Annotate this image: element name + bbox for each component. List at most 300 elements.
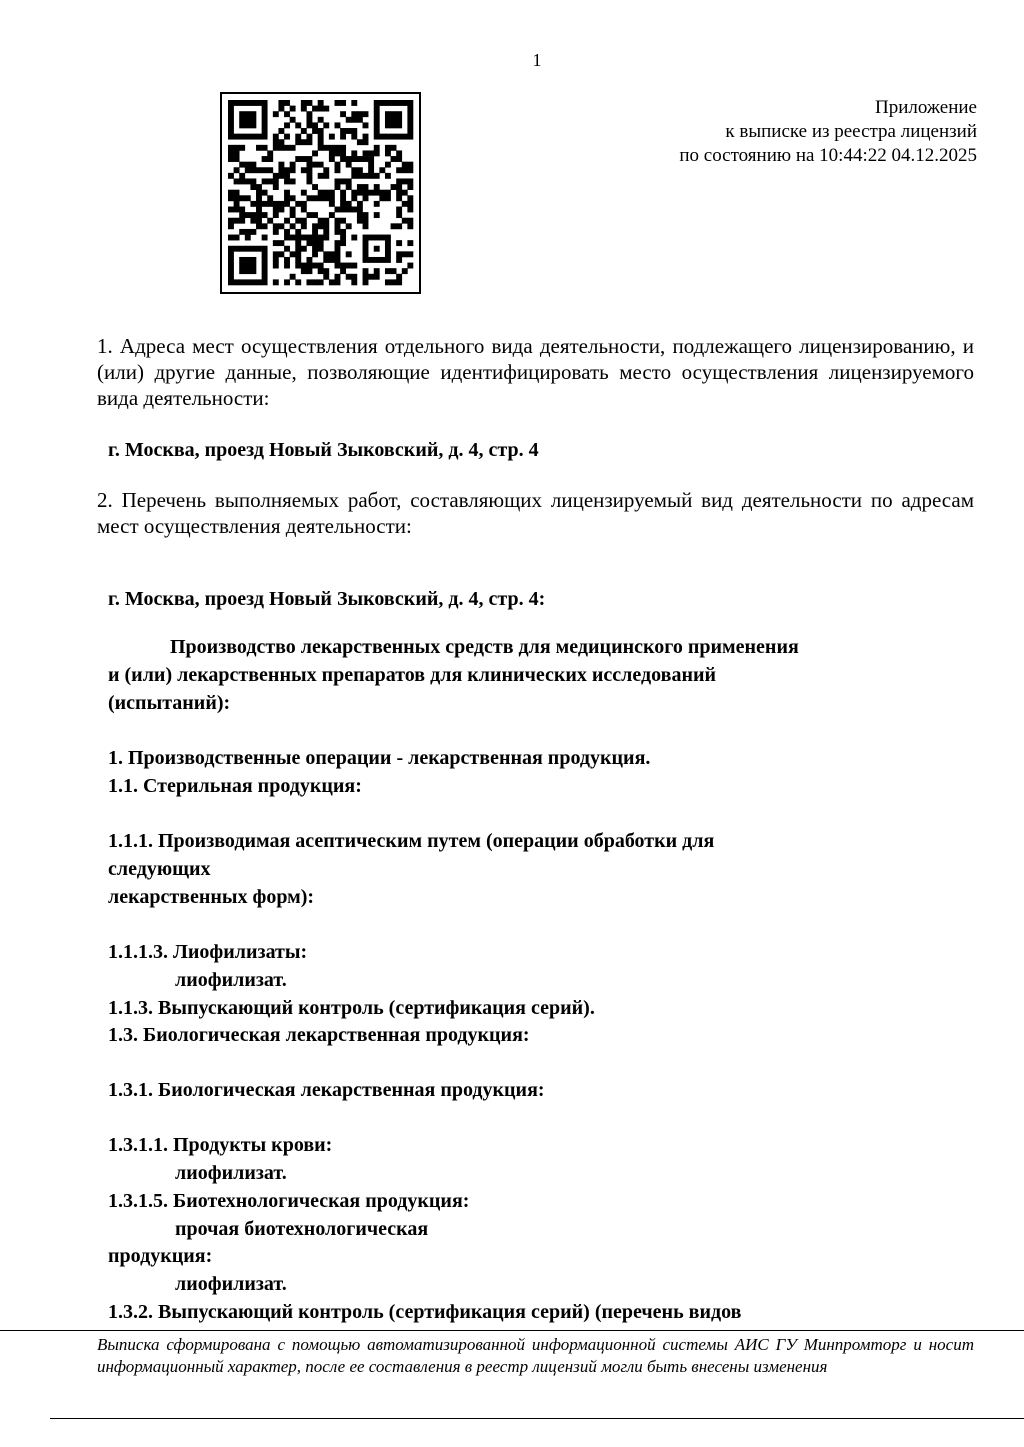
qr-module — [396, 274, 402, 280]
qr-module — [368, 257, 374, 263]
qr-module — [234, 195, 240, 201]
qr-module — [318, 173, 324, 179]
qr-module — [374, 184, 380, 190]
qr-module — [346, 156, 352, 162]
qr-module — [256, 246, 262, 252]
qr-module — [273, 145, 279, 151]
qr-module — [346, 162, 352, 168]
qr-module — [363, 190, 369, 196]
qr-module — [312, 195, 318, 201]
qr-module — [385, 268, 391, 274]
qr-module — [245, 235, 251, 241]
qr-module — [239, 100, 245, 106]
item-1-1-1-line2: следующих — [108, 858, 211, 880]
qr-module — [278, 139, 284, 145]
qr-module — [329, 150, 335, 156]
qr-module — [273, 184, 279, 190]
qr-module — [351, 111, 357, 117]
page-number: 1 — [532, 50, 542, 70]
qr-module — [318, 190, 324, 196]
qr-module — [351, 156, 357, 162]
qr-module — [335, 263, 341, 269]
qr-module — [396, 257, 402, 263]
qr-module — [239, 229, 245, 235]
section1-address: г. Москва, проезд Новый Зыковский, д. 4, стр. 4 — [108, 439, 539, 461]
qr-module — [318, 134, 324, 140]
qr-module — [306, 279, 312, 285]
qr-module — [318, 128, 324, 134]
qr-module — [385, 257, 391, 263]
qr-module — [402, 100, 408, 106]
qr-module — [374, 100, 380, 106]
qr-module — [340, 195, 346, 201]
qr-module — [351, 128, 357, 134]
qr-module — [407, 201, 413, 207]
qr-module — [374, 190, 380, 196]
qr-module — [391, 145, 397, 151]
qr-module — [346, 223, 352, 229]
qr-module — [228, 173, 234, 179]
qr-module — [306, 167, 312, 173]
qr-module — [407, 134, 413, 140]
qr-module — [374, 212, 380, 218]
qr-module — [250, 122, 256, 128]
item-1-1: 1.1. Стерильная продукция: — [108, 775, 362, 797]
qr-module — [290, 117, 296, 123]
qr-module — [278, 207, 284, 213]
qr-module — [306, 122, 312, 128]
qr-module — [245, 178, 251, 184]
qr-module — [346, 251, 352, 257]
qr-module — [340, 156, 346, 162]
qr-module — [228, 106, 234, 112]
item-1: 1. Производственные операции - лекарственная продукция. — [108, 747, 651, 769]
qr-module — [312, 240, 318, 246]
qr-module — [402, 251, 408, 257]
appendix-header — [679, 96, 977, 168]
qr-module — [234, 150, 240, 156]
qr-module — [239, 279, 245, 285]
qr-module — [228, 274, 234, 280]
qr-module — [351, 100, 357, 106]
qr-module — [284, 178, 290, 184]
qr-module — [301, 100, 307, 106]
qr-module — [329, 279, 335, 285]
qr-module — [391, 268, 397, 274]
qr-module — [278, 145, 284, 151]
qr-module — [374, 106, 380, 112]
qr-module — [262, 263, 268, 269]
item-1-3: 1.3. Биологическая лекарственная продукция: — [108, 1024, 530, 1046]
qr-module — [363, 111, 369, 117]
qr-module — [312, 106, 318, 112]
appendix-subtitle: к выписке из реестра лицензий — [725, 121, 977, 142]
qr-module — [262, 122, 268, 128]
qr-module — [363, 279, 369, 285]
qr-module — [407, 122, 413, 128]
qr-module — [245, 212, 251, 218]
qr-module — [245, 279, 251, 285]
qr-module — [306, 162, 312, 168]
qr-module — [228, 246, 234, 252]
qr-module — [245, 195, 251, 201]
qr-module — [256, 145, 262, 151]
qr-module — [228, 195, 234, 201]
qr-module — [234, 100, 240, 106]
qr-module — [245, 268, 251, 274]
qr-module — [340, 218, 346, 224]
qr-module — [323, 122, 329, 128]
qr-module — [323, 167, 329, 173]
qr-module — [407, 207, 413, 213]
qr-module — [301, 263, 307, 269]
qr-module — [396, 279, 402, 285]
qr-module — [273, 212, 279, 218]
qr-module — [239, 195, 245, 201]
qr-module — [312, 184, 318, 190]
qr-module — [391, 223, 397, 229]
qr-module — [290, 274, 296, 280]
qr-module — [250, 201, 256, 207]
qr-module — [256, 184, 262, 190]
qr-module — [346, 184, 352, 190]
qr-module — [335, 218, 341, 224]
qr-module — [335, 257, 341, 263]
qr-module — [245, 122, 251, 128]
qr-module — [284, 229, 290, 235]
qr-module — [278, 162, 284, 168]
qr-module — [329, 257, 335, 263]
qr-module — [351, 167, 357, 173]
qr-module — [368, 156, 374, 162]
activity-title-line1: Производство лекарственных средств для медицинского применения — [170, 636, 799, 658]
qr-module — [385, 122, 391, 128]
qr-module — [335, 162, 341, 168]
item-1-1-1-3-form: лиофилизат. — [175, 969, 287, 991]
qr-module — [284, 235, 290, 241]
qr-module — [273, 263, 279, 269]
section2-text: 2. Перечень выполняемых работ, составляющих лицензируемый вид деятельности по адресам мест осуществления деятельности: — [97, 488, 974, 538]
qr-module — [234, 207, 240, 213]
qr-module — [335, 240, 341, 246]
qr-module — [318, 246, 324, 252]
item-1-3-2: 1.3.2. Выпускающий контроль (сертификация серий) (перечень видов — [108, 1301, 742, 1323]
qr-module — [284, 195, 290, 201]
qr-module — [262, 167, 268, 173]
qr-module — [391, 184, 397, 190]
qr-module — [379, 195, 385, 201]
qr-module — [306, 212, 312, 218]
qr-module — [379, 167, 385, 173]
qr-module — [273, 139, 279, 145]
qr-module — [234, 201, 240, 207]
qr-module — [407, 184, 413, 190]
qr-module — [290, 195, 296, 201]
qr-module — [301, 106, 307, 112]
qr-module — [351, 207, 357, 213]
qr-module — [374, 268, 380, 274]
activity-title-line2: и (или) лекарственных препаратов для клинических исследований — [108, 664, 717, 686]
qr-module — [374, 257, 380, 263]
qr-module — [396, 134, 402, 140]
qr-module — [385, 173, 391, 179]
qr-module — [245, 246, 251, 252]
qr-module — [250, 178, 256, 184]
qr-module — [340, 235, 346, 241]
qr-module — [374, 111, 380, 117]
qr-module — [329, 156, 335, 162]
qr-module — [312, 246, 318, 252]
qr-module — [323, 218, 329, 224]
qr-module — [306, 100, 312, 106]
qr-module — [312, 128, 318, 134]
qr-module — [340, 150, 346, 156]
item-1-3-1-1-form: лиофилизат. — [175, 1162, 287, 1184]
qr-module — [250, 268, 256, 274]
qr-module — [312, 235, 318, 241]
qr-module — [262, 128, 268, 134]
qr-module — [346, 117, 352, 123]
qr-module — [301, 167, 307, 173]
qr-module — [351, 263, 357, 269]
qr-module — [250, 212, 256, 218]
qr-module — [335, 100, 341, 106]
qr-module — [256, 201, 262, 207]
qr-module — [301, 156, 307, 162]
qr-module — [351, 134, 357, 140]
qr-module — [379, 235, 385, 241]
qr-module — [290, 106, 296, 112]
qr-module — [318, 240, 324, 246]
qr-module — [379, 190, 385, 196]
qr-module — [374, 134, 380, 140]
qr-module — [340, 145, 346, 151]
qr-module — [340, 263, 346, 269]
qr-module — [323, 190, 329, 196]
qr-module — [385, 111, 391, 117]
qr-module — [312, 212, 318, 218]
qr-module — [379, 134, 385, 140]
qr-module — [234, 167, 240, 173]
qr-module — [335, 122, 341, 128]
qr-module — [239, 246, 245, 252]
qr-module — [323, 173, 329, 179]
qr-module — [329, 251, 335, 257]
qr-module — [396, 178, 402, 184]
qr-module — [267, 195, 273, 201]
qr-module — [357, 218, 363, 224]
qr-module — [357, 111, 363, 117]
qr-module — [340, 201, 346, 207]
item-1-3-1: 1.3.1. Биологическая лекарственная продукция: — [108, 1079, 545, 1101]
item-1-3-1-5-line2: продукция: — [108, 1245, 213, 1267]
qr-module — [273, 251, 279, 257]
qr-module — [335, 178, 341, 184]
qr-module — [239, 218, 245, 224]
qr-module — [407, 111, 413, 117]
qr-module — [250, 162, 256, 168]
qr-module — [407, 106, 413, 112]
qr-module — [262, 156, 268, 162]
qr-module — [346, 263, 352, 269]
qr-module — [385, 134, 391, 140]
qr-module — [262, 145, 268, 151]
qr-module — [363, 240, 369, 246]
qr-module — [295, 201, 301, 207]
qr-module — [273, 201, 279, 207]
qr-module — [284, 134, 290, 140]
footer-bottom-divider — [50, 1418, 1024, 1419]
qr-module — [407, 240, 413, 246]
qr-module — [278, 106, 284, 112]
qr-module — [301, 246, 307, 252]
qr-module — [228, 156, 234, 162]
qr-module — [273, 257, 279, 263]
qr-module — [329, 145, 335, 151]
qr-module — [323, 257, 329, 263]
qr-module — [407, 195, 413, 201]
qr-module — [267, 150, 273, 156]
qr-module — [323, 274, 329, 280]
qr-module — [368, 167, 374, 173]
qr-module — [318, 279, 324, 285]
qr-module — [318, 162, 324, 168]
qr-module — [290, 145, 296, 151]
qr-module — [239, 122, 245, 128]
qr-module — [250, 117, 256, 123]
qr-module — [290, 251, 296, 257]
qr-module — [262, 100, 268, 106]
qr-module — [385, 240, 391, 246]
qr-module — [323, 229, 329, 235]
qr-module — [312, 223, 318, 229]
qr-module — [335, 246, 341, 252]
qr-module — [239, 173, 245, 179]
qr-module — [374, 150, 380, 156]
qr-module — [340, 240, 346, 246]
qr-module — [228, 235, 234, 241]
qr-module — [318, 263, 324, 269]
qr-module — [385, 246, 391, 252]
qr-module — [351, 274, 357, 280]
qr-module — [335, 207, 341, 213]
activity-title-line3: (испытаний): — [108, 692, 231, 714]
qr-module — [374, 117, 380, 123]
qr-module — [239, 263, 245, 269]
qr-module — [301, 139, 307, 145]
qr-module — [346, 201, 352, 207]
qr-module — [228, 263, 234, 269]
item-1-1-1-3: 1.1.1.3. Лиофилизаты: — [108, 941, 308, 963]
qr-module — [295, 235, 301, 241]
qr-module — [306, 268, 312, 274]
qr-module — [273, 229, 279, 235]
qr-module — [346, 207, 352, 213]
qr-module — [301, 201, 307, 207]
qr-module — [340, 100, 346, 106]
qr-module — [262, 111, 268, 117]
qr-module — [318, 268, 324, 274]
qr-module — [228, 257, 234, 263]
qr-module — [374, 235, 380, 241]
qr-module — [290, 178, 296, 184]
qr-module — [262, 251, 268, 257]
qr-module — [340, 207, 346, 213]
qr-module — [239, 162, 245, 168]
qr-module — [306, 173, 312, 179]
qr-module — [250, 279, 256, 285]
qr-module — [239, 178, 245, 184]
qr-module — [239, 145, 245, 151]
qr-module — [363, 150, 369, 156]
footer-note: Выписка сформирована с помощью автоматизированной информационной системы АИС ГУ Минпромторг и носит информационный характер, после ее составления в реестр лицензий могли быть внесены изменения — [97, 1335, 974, 1376]
qr-module — [385, 100, 391, 106]
qr-module — [318, 139, 324, 145]
item-1-3-1-5: 1.3.1.5. Биотехнологическая продукция: — [108, 1190, 470, 1212]
qr-module — [374, 173, 380, 179]
qr-module — [278, 223, 284, 229]
qr-module — [323, 235, 329, 241]
qr-module — [396, 100, 402, 106]
qr-code — [220, 92, 421, 294]
qr-module — [385, 117, 391, 123]
qr-module — [335, 229, 341, 235]
qr-module — [357, 156, 363, 162]
qr-module — [306, 240, 312, 246]
qr-module — [318, 117, 324, 123]
qr-module — [267, 218, 273, 224]
qr-module — [379, 100, 385, 106]
qr-module — [228, 100, 234, 106]
qr-module — [351, 195, 357, 201]
qr-module — [329, 195, 335, 201]
qr-module — [267, 167, 273, 173]
qr-module — [385, 145, 391, 151]
qr-module — [250, 111, 256, 117]
qr-module — [256, 195, 262, 201]
qr-module — [278, 240, 284, 246]
qr-module — [346, 274, 352, 280]
qr-module — [306, 111, 312, 117]
qr-module — [340, 178, 346, 184]
qr-code-graphic — [222, 94, 419, 292]
qr-module — [363, 223, 369, 229]
qr-module — [306, 257, 312, 263]
qr-module — [290, 212, 296, 218]
qr-module — [245, 162, 251, 168]
qr-module — [273, 111, 279, 117]
qr-module — [284, 122, 290, 128]
qr-module — [396, 207, 402, 213]
qr-module — [402, 218, 408, 224]
qr-module — [329, 134, 335, 140]
qr-module — [396, 184, 402, 190]
qr-module — [262, 117, 268, 123]
qr-module — [250, 263, 256, 269]
qr-module — [329, 201, 335, 207]
qr-module — [273, 240, 279, 246]
item-1-1-1-line1: 1.1.1. Производимая асептическим путем (операции обработки для — [108, 830, 715, 852]
qr-module — [295, 218, 301, 224]
qr-module — [284, 100, 290, 106]
qr-module — [284, 263, 290, 269]
qr-module — [351, 117, 357, 123]
qr-module — [234, 235, 240, 241]
qr-module — [256, 100, 262, 106]
qr-module — [262, 246, 268, 252]
qr-module — [228, 268, 234, 274]
qr-module — [363, 235, 369, 241]
